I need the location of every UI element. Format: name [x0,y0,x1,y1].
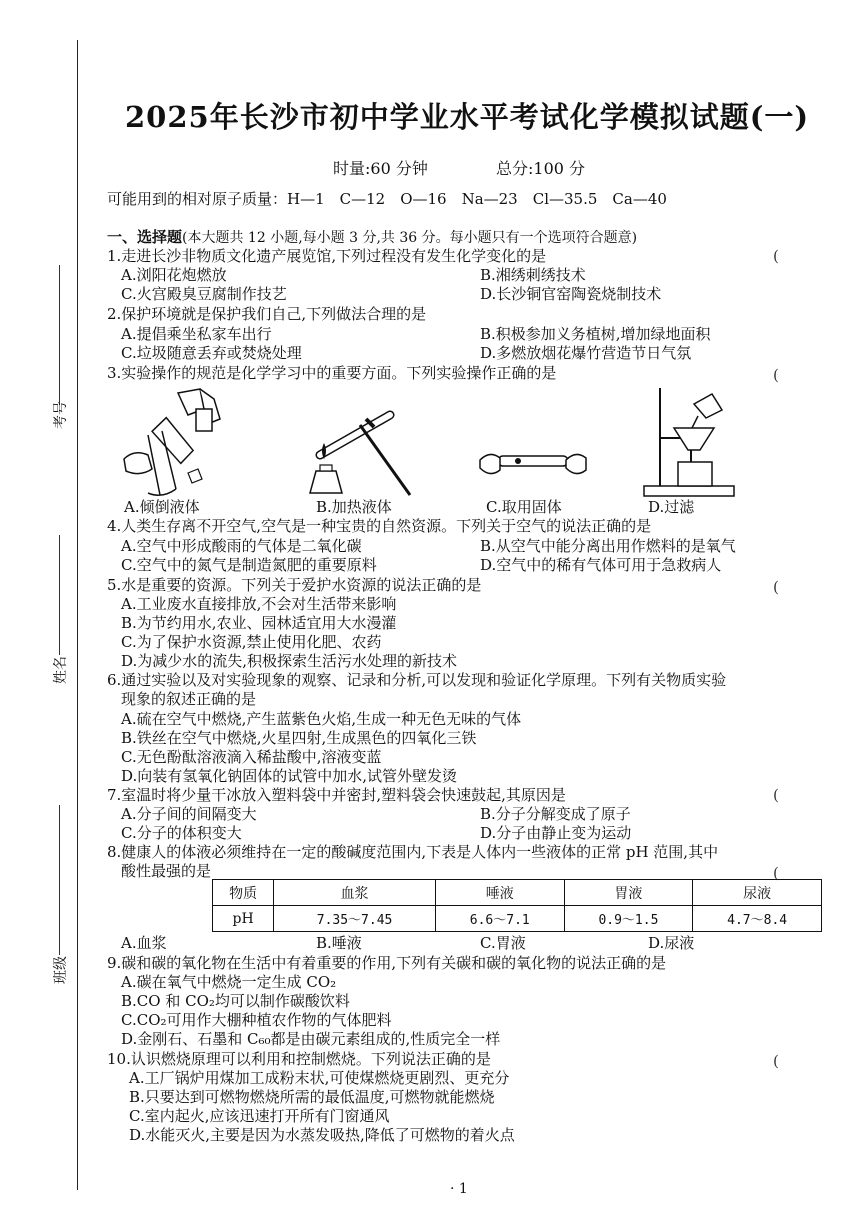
ph-table [212,879,822,932]
q6-stem-line1: 6.通过实验以及对实验现象的观察、记录和分析,可以发现和验证化学原理。下列有关物质实验 [107,671,727,689]
q4-option-a: A.空气中形成酸雨的气体是二氧化碳 [121,537,362,555]
q9-option-c: C.CO₂可用作大棚种植农作物的气体肥料 [121,1011,392,1029]
q3-stem: 3.实验操作的规范是化学学习中的重要方面。下列实验操作正确的是 [107,364,557,382]
q5-option-a: A.工业废水直接排放,不会对生活带来影响 [121,595,397,613]
q4-stem: 4.人类生存离不开空气,空气是一种宝贵的自然资源。下列关于空气的说法正确的是 [107,517,652,535]
q3-option-b: B.加热液体 [316,498,392,516]
q10-option-a: A.工厂锅炉用煤加工成粉末状,可使煤燃烧更剧烈、更充分 [129,1069,510,1087]
q9-option-d: D.金刚石、石墨和 C₆₀都是由碳元素组成的,性质完全一样 [121,1030,501,1048]
atomic-masses: 可能用到的相对原子质量：H—1 C—12 O—16 Na—23 Cl—35.5 Ca—40 [107,190,667,208]
section-heading [107,228,637,247]
q7-option-a: A.分子间的间隔变大 [121,805,257,823]
q6-option-b: B.铁丝在空气中燃烧,火星四射,生成黑色的四氧化三铁 [121,729,477,747]
answer-paren: ( [773,864,779,882]
figure-heat-liquid [300,385,420,497]
q10-option-c: C.室内起火,应该迅速打开所有门窗通风 [129,1107,390,1125]
q4-option-b: B.从空气中能分离出用作燃料的是氧气 [480,537,736,555]
q1-option-a: A.浏阳花炮燃放 [121,266,227,284]
exam-time: 时量:60 分钟 [333,159,428,178]
class-line [59,805,60,955]
q10-option-b: B.只要达到可燃物燃烧所需的最低温度,可燃物就能燃烧 [129,1088,495,1106]
class-label: 班级 [53,956,69,984]
table-header-cell: 唾液 [435,880,564,906]
exam-no-line [59,265,60,405]
q8-stem-line1: 8.健康人的体液必须维持在一定的酸碱度范围内,下表是人体内一些液体的正常 pH 范围,其中 [107,843,719,861]
q8-option-b: B.唾液 [316,934,362,952]
table-row [213,906,822,932]
table-header-cell: 尿液 [693,880,822,906]
section-title: 一、选择题 [107,228,183,246]
answer-paren: ( [773,786,779,804]
q10-stem: 10.认识燃烧原理可以利用和控制燃烧。下列说法正确的是 [107,1050,491,1068]
q3-option-a: A.倾倒液体 [124,498,200,516]
q1-option-d: D.长沙铜官窑陶瓷烧制技术 [480,285,662,303]
table-cell: 6.6～7.1 [435,906,564,932]
table-cell: 7.35～7.45 [274,906,436,932]
figure-pour-liquid [118,385,228,497]
exam-no-label: 考号 [53,401,69,429]
figure-filtration [632,382,742,500]
exam-score: 总分:100 分 [496,159,586,178]
q6-option-a: A.硫在空气中燃烧,产生蓝紫色火焰,生成一种无色无味的气体 [121,710,522,728]
answer-paren: ( [773,578,779,596]
answer-paren: ( [773,366,779,384]
table-cell: 0.9～1.5 [564,906,693,932]
q7-option-c: C.分子的体积变大 [121,824,242,842]
q9-option-b: B.CO 和 CO₂均可以制作碳酸饮料 [121,992,350,1010]
table-header-cell: 物质 [213,880,274,906]
page-title: 2025年长沙市初中学业水平考试化学模拟试题(一) [125,100,810,134]
section-instructions: (本大题共 12 小题,每小题 3 分,共 36 分。每小题只有一个选项符合题意) [182,230,638,246]
table-header-cell: 胃液 [564,880,693,906]
q5-option-c: C.为了保护水资源,禁止使用化肥、农药 [121,633,382,651]
q7-stem: 7.室温时将少量干冰放入塑料袋中并密封,塑料袋会快速鼓起,其原因是 [107,786,566,804]
q3-option-c: C.取用固体 [486,498,562,516]
table-row [213,880,822,906]
figure-take-solid [478,440,588,490]
q2-option-b: B.积极参加义务植树,增加绿地面积 [480,325,711,343]
q7-option-b: B.分子分解变成了原子 [480,805,631,823]
q8-option-a: A.血浆 [121,934,167,952]
q6-option-c: C.无色酚酞溶液滴入稀盐酸中,溶液变蓝 [121,748,382,766]
q9-stem: 9.碳和碳的氧化物在生活中有着重要的作用,下列有关碳和碳的氧化物的说法正确的是 [107,954,667,972]
answer-paren: ( [773,1052,779,1070]
table-cell: pH [213,906,274,932]
q8-option-c: C.胃液 [480,934,526,952]
q2-stem: 2.保护环境就是保护我们自己,下列做法合理的是 [107,305,427,323]
q5-option-b: B.为节约用水,农业、园林适宜用大水漫灌 [121,614,397,632]
q4-option-d: D.空气中的稀有气体可用于急救病人 [480,556,722,574]
q1-option-b: B.湘绣刺绣技术 [480,266,586,284]
q8-option-d: D.尿液 [648,934,695,952]
q5-option-d: D.为减少水的流失,积极探索生活污水处理的新技术 [121,652,458,670]
q6-option-d: D.向装有氢氧化钠固体的试管中加水,试管外壁发烫 [121,767,458,785]
q10-option-d: D.水能灭火,主要是因为水蒸发吸热,降低了可燃物的着火点 [129,1126,515,1144]
q9-option-a: A.碳在氧气中燃烧一定生成 CO₂ [121,973,337,991]
q3-option-d: D.过滤 [648,498,695,516]
q6-stem-line2: 现象的叙述正确的是 [121,690,257,708]
q5-stem: 5.水是重要的资源。下列关于爱护水资源的说法正确的是 [107,576,482,594]
q7-option-d: D.分子由静止变为运动 [480,824,632,842]
table-header-cell: 血浆 [274,880,436,906]
name-label: 姓名 [53,656,69,684]
page-number: · 1 [450,1181,468,1197]
table-cell: 4.7～8.4 [693,906,822,932]
q4-option-c: C.空气中的氮气是制造氮肥的重要原料 [121,556,377,574]
q1-option-c: C.火宫殿臭豆腐制作技艺 [121,285,287,303]
q2-option-d: D.多燃放烟花爆竹营造节日气氛 [480,344,692,362]
binding-line [77,40,78,1190]
answer-paren: ( [773,247,779,265]
name-line [59,535,60,655]
q2-option-c: C.垃圾随意丢弃或焚烧处理 [121,344,302,362]
q2-option-a: A.提倡乘坐私家车出行 [121,325,272,343]
q8-stem-line2: 酸性最强的是 [121,862,212,880]
q1-stem: 1.走进长沙非物质文化遗产展览馆,下列过程没有发生化学变化的是 [107,247,547,265]
